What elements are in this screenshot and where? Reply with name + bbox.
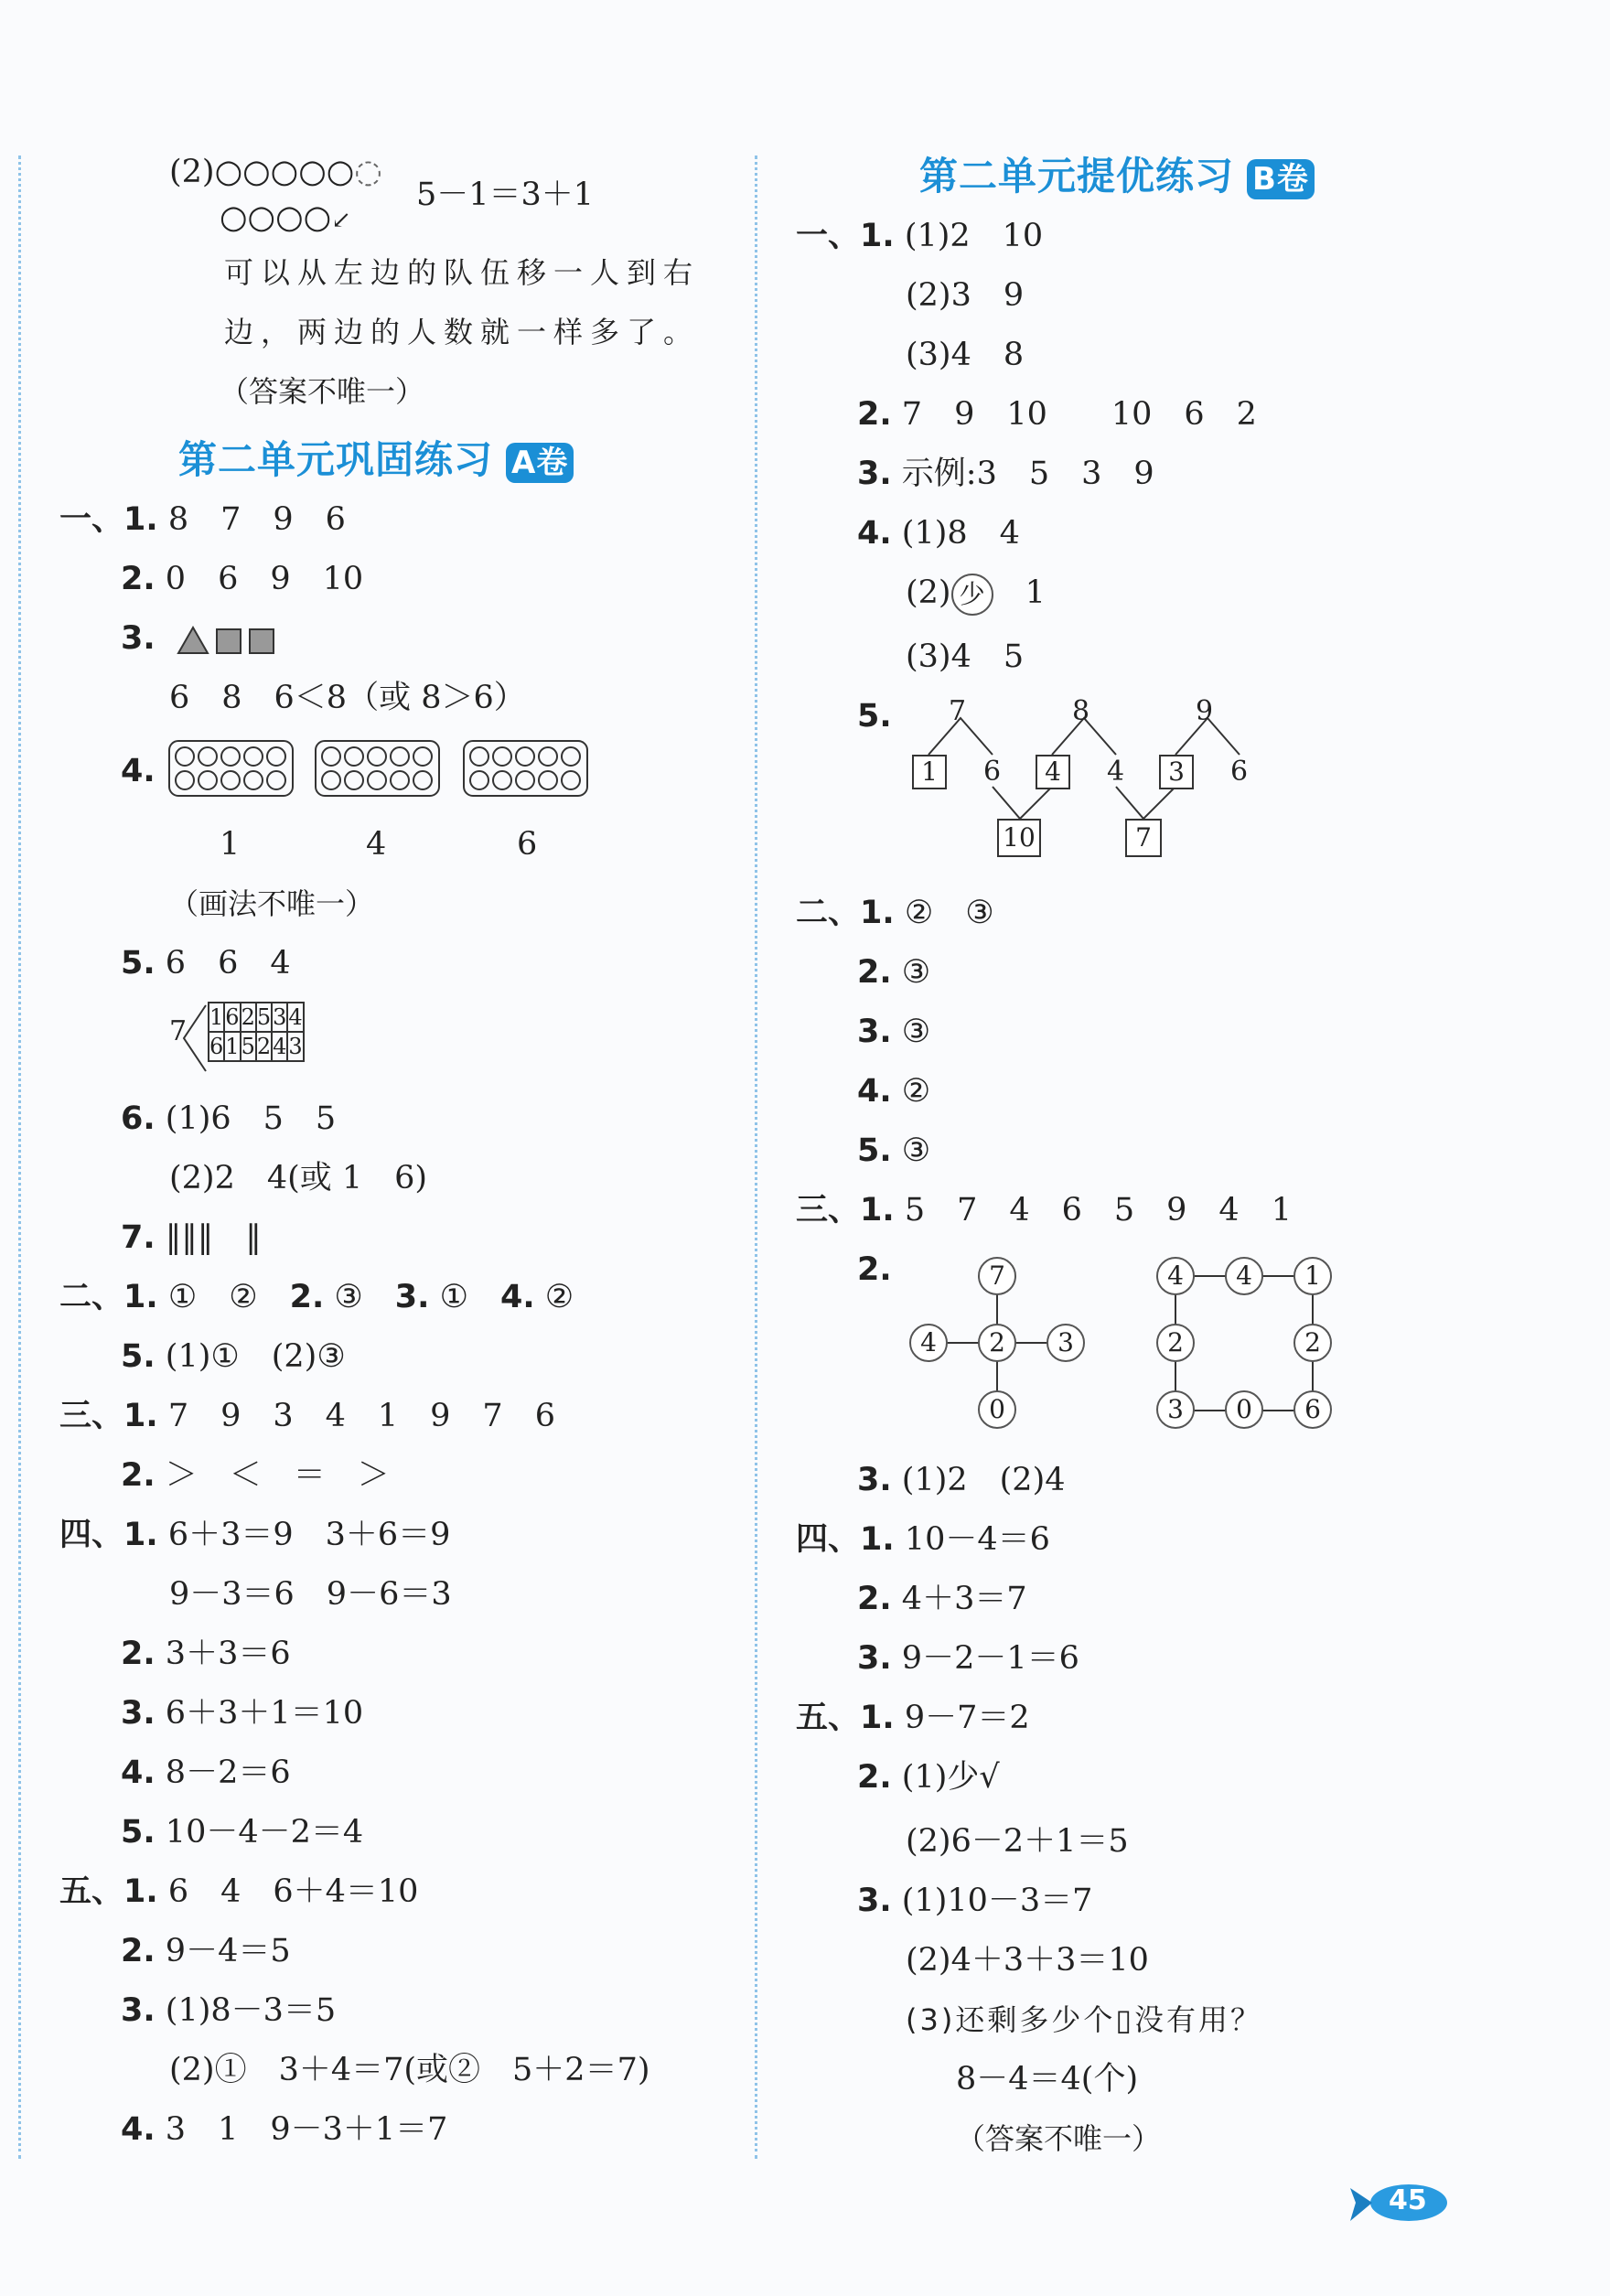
frame-circle — [199, 771, 217, 789]
r-s1-q1c: (3)4 8 — [906, 337, 1025, 373]
frame-circle — [562, 771, 580, 789]
s5-q3b: (2)① 3＋4＝7(或② 5＋2＝7) — [169, 2052, 650, 2088]
frame-circle — [493, 747, 511, 766]
frame-circle — [244, 771, 263, 789]
r-s4-q2: 2. 4＋3＝7 — [857, 1581, 1027, 1617]
r-s2-q2: 2. ③ — [857, 954, 931, 991]
r-s1-q1b: (2)3 9 — [906, 277, 1025, 314]
r-s5-q1: 五、1. 9－7＝2 — [796, 1700, 1030, 1736]
left-margin-line — [18, 156, 21, 2159]
s5-q1: 五、1. 6 4 6＋4＝10 — [59, 1873, 419, 1910]
split-cell: 4 — [288, 1004, 303, 1030]
s1-q4: 4. — [121, 753, 156, 789]
tree-bottom-1: 10 — [997, 819, 1041, 857]
sq-ml: 2 — [1156, 1324, 1195, 1362]
frame-circle — [267, 771, 285, 789]
tree-other-1: 6 — [983, 756, 1002, 788]
bracket-icon — [180, 1002, 208, 1075]
sq-bl: 3 — [1156, 1390, 1195, 1429]
s5-q4: 4. 3 1 9－3＋1＝7 — [121, 2111, 448, 2148]
r-s2-q1: 二、1. ② ③ — [796, 895, 994, 931]
sq-tr: 1 — [1293, 1257, 1332, 1295]
frame-circle — [391, 771, 409, 789]
s4-q5: 5. 10－4－2＝4 — [121, 1814, 364, 1851]
r-s1-q5: 5. — [857, 698, 892, 735]
tree-top-1: 7 — [949, 695, 967, 727]
page-number: 45 — [1389, 2184, 1427, 2216]
split-cell: 2 — [241, 1004, 255, 1030]
r-s3-q1: 三、1. 5 7 4 6 5 9 4 1 — [796, 1192, 1292, 1228]
frame-circle — [199, 747, 217, 766]
split-cell: 3 — [288, 1034, 303, 1059]
split-cell: 1 — [225, 1034, 240, 1059]
frame-circle — [176, 771, 194, 789]
frame-circle — [539, 747, 557, 766]
split-cell: 6 — [209, 1034, 224, 1059]
r-s2-q4: 4. ② — [857, 1073, 931, 1110]
split-cell: 5 — [256, 1004, 272, 1030]
s1-q7: 7. ‖‖‖ ‖ — [121, 1219, 262, 1256]
frame-circle — [516, 747, 534, 766]
frame-circle — [345, 747, 363, 766]
note-not-unique: （答案不唯一） — [220, 374, 425, 409]
s4-q4: 4. 8－2＝6 — [121, 1754, 291, 1791]
frame-circle — [368, 747, 386, 766]
split-cell: 1 — [209, 1004, 224, 1030]
s1-q6a: 6. (1)6 5 5 — [121, 1100, 337, 1137]
ten-frames — [165, 736, 604, 800]
r-s4-q3: 3. 9－2－1＝6 — [857, 1640, 1079, 1677]
s2-line1: 二、1. ① ② 2. ③ 3. ① 4. ② — [59, 1279, 574, 1315]
frame-circle — [470, 747, 488, 766]
number-tree — [901, 691, 1258, 874]
cross-bottom: 0 — [978, 1390, 1016, 1429]
tree-bottom-2: 7 — [1125, 819, 1162, 857]
split-grid — [208, 1002, 305, 1062]
r-s5-q3d: 8－4＝4(个) — [956, 2061, 1139, 2098]
explain-line2: 边，两边的人数就一样多了。 — [224, 315, 701, 349]
cross-center: 2 — [978, 1324, 1016, 1362]
s1-q3-answer: 6 8 6＜8（或 8＞6） — [169, 680, 526, 716]
tree-top-2: 8 — [1072, 695, 1090, 727]
s1-q3-shapes: 3. — [121, 617, 275, 660]
frame-circle — [493, 771, 511, 789]
r-s1-q4b: (2) 少 1 — [906, 572, 1046, 616]
tree-box-1: 1 — [912, 755, 947, 789]
ten-frame-3 — [464, 741, 587, 796]
r-s1-q4a: 4. (1)8 4 — [857, 515, 1020, 552]
tree-box-3: 3 — [1159, 755, 1194, 789]
q4-label-2: 4 — [366, 826, 387, 863]
frame-circle — [244, 747, 263, 766]
ten-frame-2 — [316, 741, 439, 796]
r-s3-q2: 2. — [857, 1251, 892, 1288]
page-number-badge — [1345, 2177, 1454, 2232]
s1-q6b: (2)2 4(或 1 6) — [169, 1160, 428, 1196]
q4-note: （画法不唯一） — [169, 886, 375, 921]
s1-q5: 5. 6 6 4 — [121, 945, 291, 982]
frame-circle — [221, 771, 240, 789]
sq-tm: 4 — [1225, 1257, 1263, 1295]
sq-br: 6 — [1293, 1390, 1332, 1429]
cross-right: 3 — [1046, 1324, 1085, 1362]
frame-circle — [322, 747, 340, 766]
shapes-icon — [175, 624, 275, 657]
ten-frame-1 — [169, 741, 293, 796]
frame-circle — [368, 771, 386, 789]
s5-q2: 2. 9－4＝5 — [121, 1933, 291, 1969]
s3-q2: 2. ＞ ＜ ＝ ＞ — [121, 1457, 390, 1494]
r-s1-q4c: (3)4 5 — [906, 638, 1025, 675]
frame-circle — [176, 747, 194, 766]
r-s5-q2a: 2. (1)少√ — [857, 1759, 1000, 1796]
sq-tl: 4 — [1156, 1257, 1195, 1295]
r-s2-q3: 3. ③ — [857, 1014, 931, 1050]
r-s5-q3e: （答案不唯一） — [956, 2121, 1162, 2156]
center-divider — [755, 156, 757, 2159]
section-title-b: 第二单元提优练习 B卷 — [919, 146, 1315, 201]
split-cell: 6 — [225, 1004, 240, 1030]
r-s4-q1: 四、1. 10－4＝6 — [796, 1521, 1050, 1558]
tree-box-2: 4 — [1036, 755, 1070, 789]
s3-q1: 三、1. 7 9 3 4 1 9 7 6 — [59, 1398, 555, 1434]
frame-circle — [562, 747, 580, 766]
r-s5-q3c: (3)还剩多少个▯没有用？ — [906, 2002, 1262, 2037]
frame-circle — [345, 771, 363, 789]
split-seven: 7 — [169, 1015, 188, 1047]
r-s5-q3b: (2)4＋3＋3＝10 — [906, 1942, 1149, 1979]
top-equation: 5－1＝3＋1 — [416, 177, 595, 213]
tree-other-2: 4 — [1107, 756, 1125, 788]
r-s5-q3a: 3. (1)10－3＝7 — [857, 1883, 1093, 1919]
cross-puzzle — [901, 1253, 1075, 1427]
frame-circle — [470, 771, 488, 789]
frame-circle — [539, 771, 557, 789]
r-s1-q1a: 一、1. (1)2 10 — [796, 218, 1044, 254]
frame-circle — [516, 771, 534, 789]
s5-q3a: 3. (1)8－3＝5 — [121, 1992, 337, 2029]
q2-circles-row2: ○○○○↙ — [220, 199, 351, 236]
r-s1-q2: 2. 7 9 10 10 6 2 — [857, 396, 1257, 433]
section-title-a: 第二单元巩固练习 A卷 — [178, 430, 574, 485]
r-s1-q3: 3. 示例:3 5 3 9 — [857, 456, 1154, 492]
q2-circles-row1: (2)○○○○○◌ — [169, 154, 382, 190]
frame-circle — [221, 747, 240, 766]
tree-top-3: 9 — [1196, 695, 1214, 727]
square-puzzle — [1148, 1253, 1349, 1436]
tree-other-3: 6 — [1230, 756, 1249, 788]
cross-left: 4 — [909, 1324, 948, 1362]
frame-circle — [322, 771, 340, 789]
explain-line1: 可以从左边的队伍移一人到右 — [224, 255, 701, 290]
s2-q5: 5. (1)① (2)③ — [121, 1338, 346, 1375]
frame-circle — [391, 747, 409, 766]
cross-top: 7 — [978, 1257, 1016, 1295]
s4-q3: 3. 6＋3＋1＝10 — [121, 1695, 364, 1732]
frame-circle — [267, 747, 285, 766]
r-s2-q5: 5. ③ — [857, 1132, 931, 1169]
split-cell: 2 — [256, 1034, 272, 1059]
r-s5-q2b: (2)6－2＋1＝5 — [906, 1823, 1129, 1860]
q4-label-3: 6 — [517, 826, 538, 863]
s4-q1a: 四、1. 6＋3＝9 3＋6＝9 — [59, 1517, 451, 1553]
frame-circle — [413, 771, 432, 789]
sq-bm: 0 — [1225, 1390, 1263, 1429]
sq-mr: 2 — [1293, 1324, 1332, 1362]
r-s3-q3: 3. (1)2 (2)4 — [857, 1462, 1066, 1498]
s1-q1: 一、1. 8 7 9 6 — [59, 501, 346, 538]
split-cell: 3 — [273, 1004, 287, 1030]
s4-q2: 2. 3＋3＝6 — [121, 1636, 291, 1672]
frame-circle — [413, 747, 432, 766]
s1-q2: 2. 0 6 9 10 — [121, 561, 364, 597]
split-cell: 5 — [241, 1034, 255, 1059]
split-cell: 4 — [273, 1034, 287, 1059]
s4-q1b: 9－3＝6 9－6＝3 — [169, 1576, 452, 1613]
q4-label-1: 1 — [220, 826, 241, 863]
